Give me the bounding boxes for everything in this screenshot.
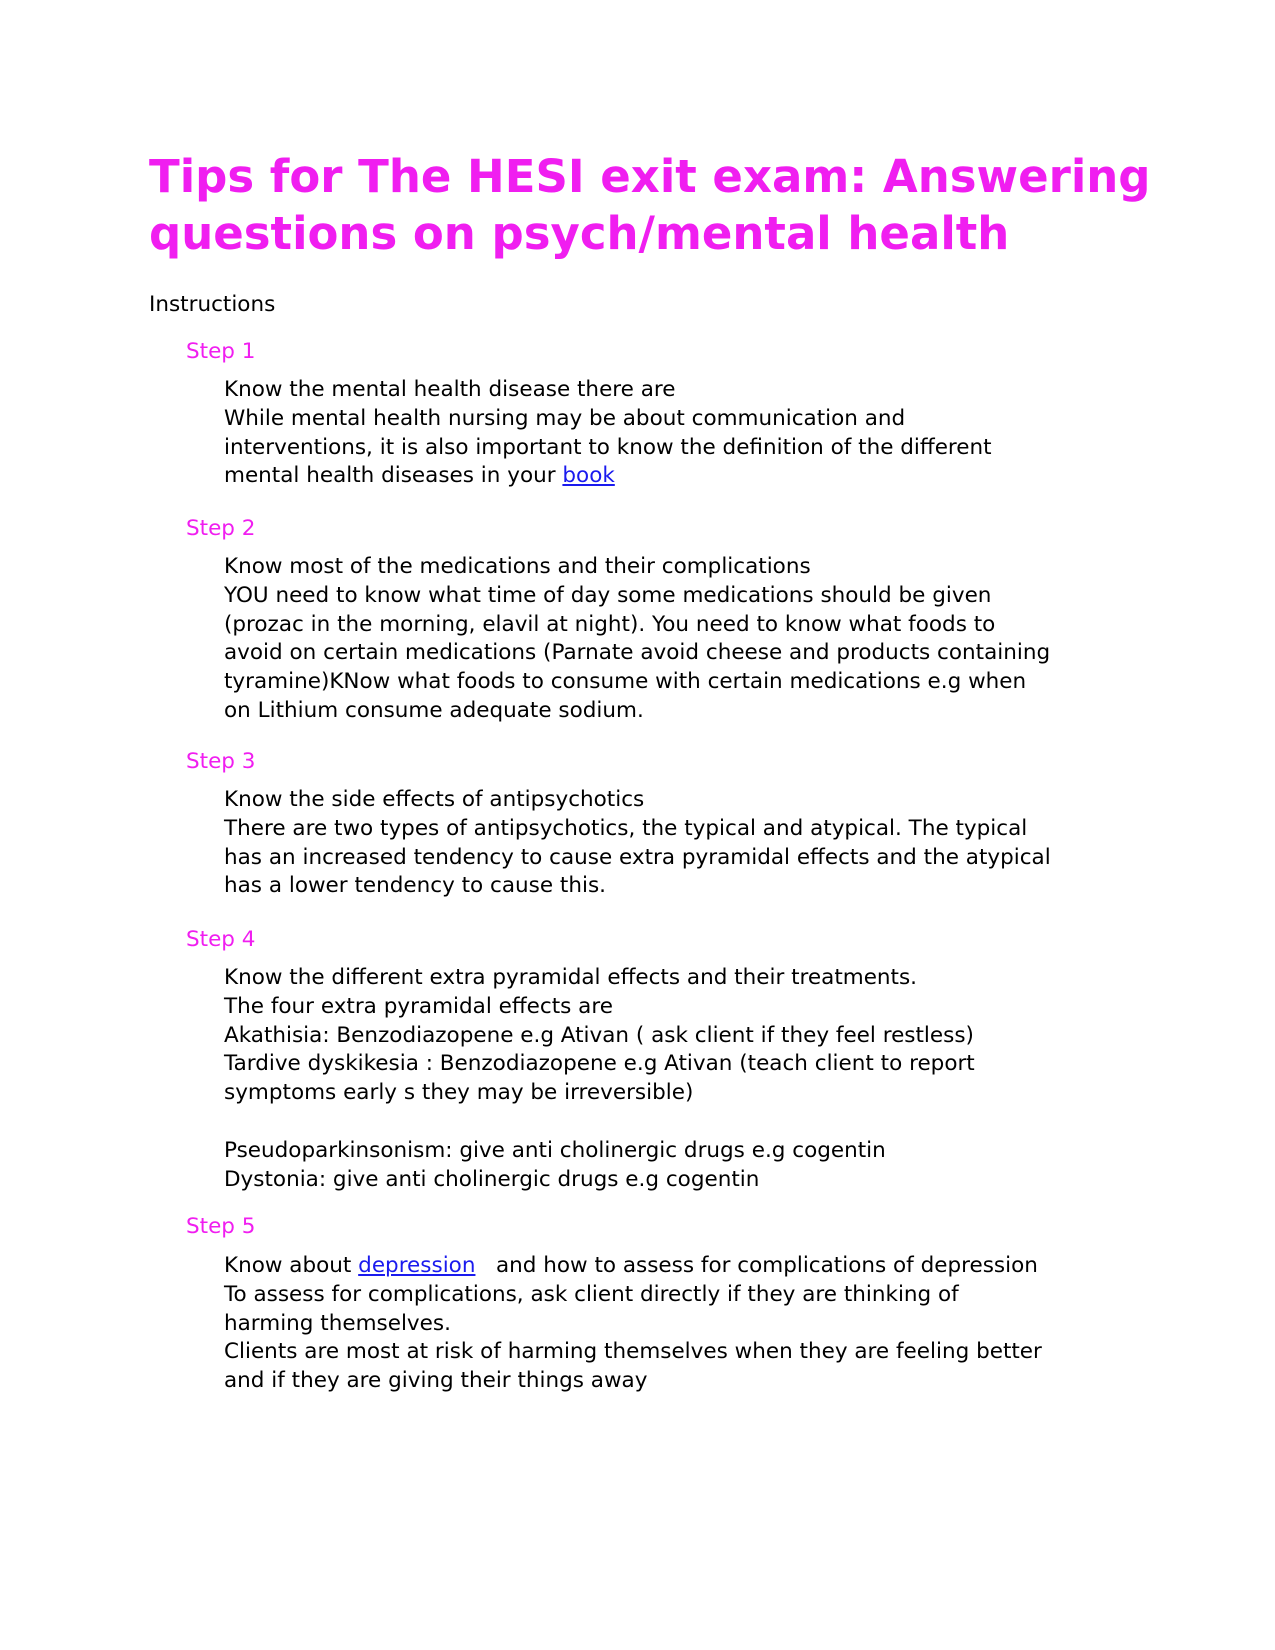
step-3-line: There are two types of antipsychotics, the typical and atypical. The typical <box>224 815 1028 841</box>
title-line-2: questions on psych/mental health <box>149 207 1010 260</box>
step-4-body <box>224 964 1124 1194</box>
book-link[interactable]: book <box>562 463 615 489</box>
title-line-1: Tips for The HESI exit exam: Answering <box>149 150 1151 203</box>
step-4-line: Dystonia: give anti cholinergic drugs e.g cogentin <box>224 1166 760 1192</box>
step-2-body <box>224 553 1124 726</box>
step-2-line: avoid on certain medications (Parnate avoid cheese and products containing <box>224 640 1051 666</box>
step-4-label: Step 4 <box>186 927 256 952</box>
step-4-line: symptoms early s they may be irreversible) <box>224 1080 694 1106</box>
step-4-line: The four extra pyramidal effects are <box>224 993 613 1019</box>
step-5-line: Clients are most at risk of harming themselves when they are feeling better <box>224 1339 1042 1365</box>
step-4-heading: Know the different extra pyramidal effects and their treatments. <box>224 965 918 990</box>
step-1-label: Step 1 <box>186 339 256 364</box>
step-3-line: has an increased tendency to cause extra pyramidal effects and the atypical <box>224 844 1051 870</box>
step-1-line: While mental health nursing may be about communication and <box>224 405 906 431</box>
step-3-body <box>224 786 1124 901</box>
step-1-last-line <box>224 462 1124 491</box>
step-2-label: Step 2 <box>186 516 256 541</box>
step-3-line: has a lower tendency to cause this. <box>224 873 606 899</box>
step-5-heading <box>224 1252 1124 1281</box>
instructions-heading: Instructions <box>149 292 276 317</box>
paragraph-gap <box>224 1108 1124 1137</box>
step-5-body <box>224 1252 1124 1396</box>
step-1-heading: Know the mental health disease there are <box>224 377 676 402</box>
step-3-heading: Know the side effects of antipsychotics <box>224 787 645 812</box>
step-5-line: and if they are giving their things away <box>224 1368 648 1394</box>
depression-link[interactable]: depression <box>358 1253 476 1278</box>
step-5-heading-suffix: and how to assess for complications of depression <box>475 1253 1038 1278</box>
step-2-line: tyramine)KNow what foods to consume with certain medications e.g when <box>224 669 1027 695</box>
step-1-line: interventions, it is also important to know the definition of the different <box>224 434 992 460</box>
step-5-label: Step 5 <box>186 1214 256 1239</box>
step-4-line: Pseudoparkinsonism: give anti cholinergic drugs e.g cogentin <box>224 1137 886 1163</box>
step-2-heading: Know most of the medications and their complications <box>224 554 811 579</box>
step-1-last-line-text: mental health diseases in your <box>224 463 563 489</box>
step-4-line: Akathisia: Benzodiazopene e.g Ativan ( ask client if they feel restless) <box>224 1022 974 1048</box>
step-1-body <box>224 376 1124 491</box>
step-5-heading-prefix: Know about <box>224 1253 359 1278</box>
step-2-line: on Lithium consume adequate sodium. <box>224 697 644 723</box>
step-4-line: Tardive dyskikesia : Benzodiazopene e.g Ativan (teach client to report <box>224 1051 975 1077</box>
step-2-line: (prozac in the morning, elavil at night). You need to know what foods to <box>224 611 996 637</box>
page-title <box>149 148 1149 262</box>
step-5-line: harming themselves. <box>224 1310 451 1336</box>
step-3-label: Step 3 <box>186 749 256 774</box>
step-5-line: To assess for complications, ask client directly if they are thinking of <box>224 1281 959 1307</box>
step-2-line: YOU need to know what time of day some medications should be given <box>224 582 992 608</box>
